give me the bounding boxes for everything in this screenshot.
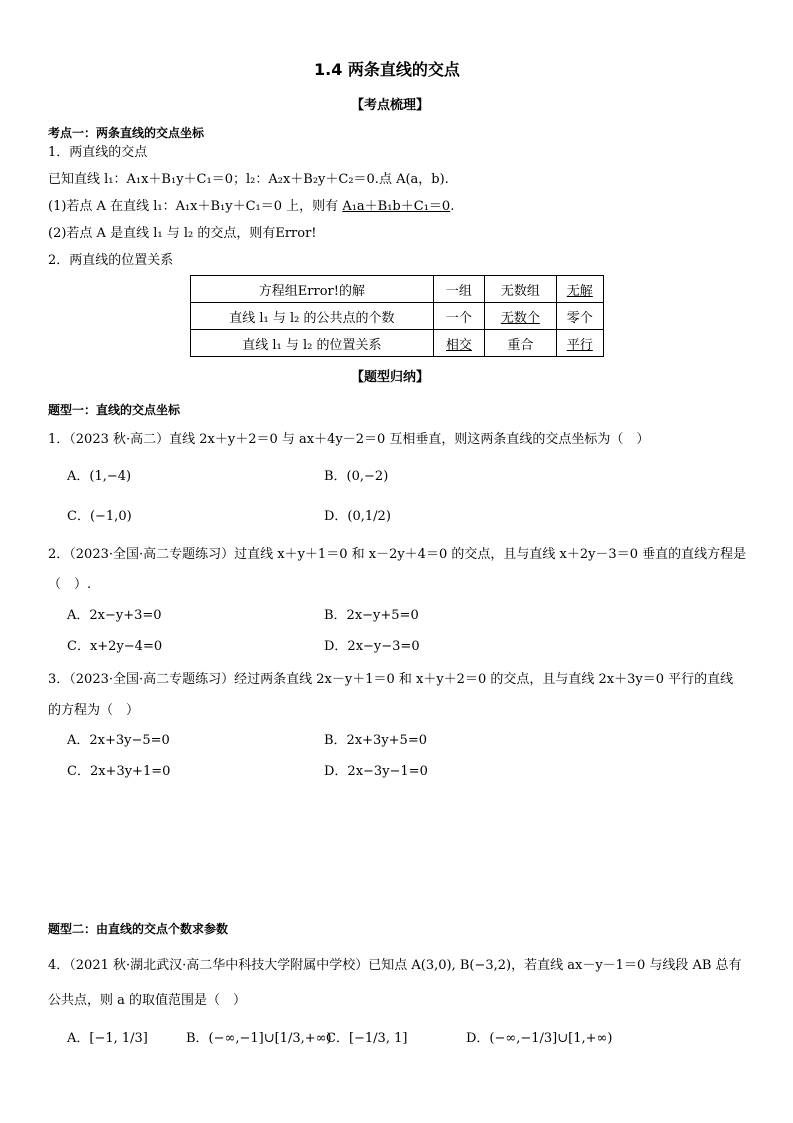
key-point-1-heading: 考点一：两条直线的交点坐标	[48, 126, 205, 140]
q2-option-a: A．2x−y+3=0	[67, 608, 162, 623]
table-cell: 一个	[433, 303, 484, 330]
q1-option-b: B．(0,−2)	[324, 469, 389, 484]
table-cell: 平行	[556, 330, 603, 357]
type-1-heading: 题型一：直线的交点坐标	[48, 403, 181, 417]
position-relation-table	[190, 275, 604, 357]
table-cell: 无数组	[485, 276, 557, 303]
key-point-1-line-5: 2．两直线的位置关系	[48, 253, 174, 268]
line-3-underlined-answer: A₁a＋B₁b＋C₁＝0	[342, 199, 451, 214]
q2-option-d: D．2x−y−3=0	[324, 639, 420, 654]
q3-option-b: B．2x+3y+5=0	[324, 733, 427, 748]
q3-option-c: C．2x+3y+1=0	[67, 764, 171, 779]
key-point-1-line-3	[48, 199, 454, 215]
section-heading-question-types: 【题型归纳】	[351, 370, 430, 385]
q4-option-b: B．(−∞,−1]∪[1/3,+∞)	[186, 1031, 332, 1046]
q4-option-d: D．(−∞,−1/3]∪[1,+∞)	[466, 1031, 613, 1046]
table-cell: 直线 l₁ 与 l₂ 的公共点的个数	[191, 303, 434, 330]
type-2-heading: 题型二：由直线的交点个数求参数	[48, 922, 229, 936]
table-cell: 无解	[556, 276, 603, 303]
table-row	[191, 303, 604, 330]
q1-option-a: A．(1,−4)	[67, 469, 132, 484]
question-1: 1．（2023 秋·高二）直线 2x＋y＋2＝0 与 ax＋4y－2＝0 互相垂直，则这两条直线的交点坐标为（ ）	[48, 432, 650, 447]
q4-option-c: C．[−1/3, 1]	[326, 1031, 408, 1046]
q2-option-c: C．x+2y−4=0	[67, 639, 163, 654]
q1-option-c: C．(−1,0)	[67, 509, 132, 524]
q3-option-a: A．2x+3y−5=0	[67, 733, 170, 748]
table-cell: 方程组Error!的解	[191, 276, 434, 303]
question-2-line-2: （ ）.	[48, 577, 92, 592]
question-3-line-1: 3．（2023·全国·高二专题练习）经过两条直线 2x－y＋1＝0 和 x＋y＋2＝0 的交点，且与直线 2x＋3y＝0 平行的直线	[48, 672, 734, 687]
question-3-line-2: 的方程为（ ）	[48, 703, 140, 718]
question-2-line-1: 2．（2023·全国·高二专题练习）过直线 x＋y＋1＝0 和 x－2y＋4＝0 的交点，且与直线 x＋2y－3＝0 垂直的直线方程是	[48, 547, 747, 562]
table-cell: 重合	[485, 330, 557, 357]
key-point-1-line-2: 已知直线 l₁：A₁x＋B₁y＋C₁＝0；l₂：A₂x＋B₂y＋C₂＝0.点 A(a，b).	[48, 172, 449, 187]
q2-option-b: B．2x−y+5=0	[324, 608, 419, 623]
line-3-prefix: (1)若点 A 在直线 l₁：A₁x＋B₁y＋C₁＝0 上，则有	[48, 199, 343, 214]
table-cell: 零个	[556, 303, 603, 330]
page-title: 1.4 两条直线的交点	[314, 60, 460, 79]
table-cell: 相交	[433, 330, 484, 357]
table-cell: 直线 l₁ 与 l₂ 的位置关系	[191, 330, 434, 357]
table-cell: 无数个	[485, 303, 557, 330]
line-3-suffix: .	[450, 199, 455, 214]
q3-option-d: D．2x−3y−1=0	[324, 764, 428, 779]
question-4-line-2: 公共点，则 a 的取值范围是（ ）	[48, 993, 247, 1008]
key-point-1-line-1: 1．两直线的交点	[48, 145, 148, 160]
section-heading-key-points: 【考点梳理】	[351, 98, 430, 113]
table-row	[191, 330, 604, 357]
table-row	[191, 276, 604, 303]
key-point-1-line-4: (2)若点 A 是直线 l₁ 与 l₂ 的交点，则有Error!	[48, 226, 317, 241]
question-4-line-1: 4．（2021 秋·湖北武汉·高二华中科技大学附属中学校）已知点 A(3,0), B(−3,2)，若直线 ax－y－1＝0 与线段 AB 总有	[48, 958, 742, 973]
table-cell: 一组	[433, 276, 484, 303]
q1-option-d: D．(0,1/2)	[324, 509, 391, 524]
q4-option-a: A．[−1, 1/3]	[67, 1031, 148, 1046]
